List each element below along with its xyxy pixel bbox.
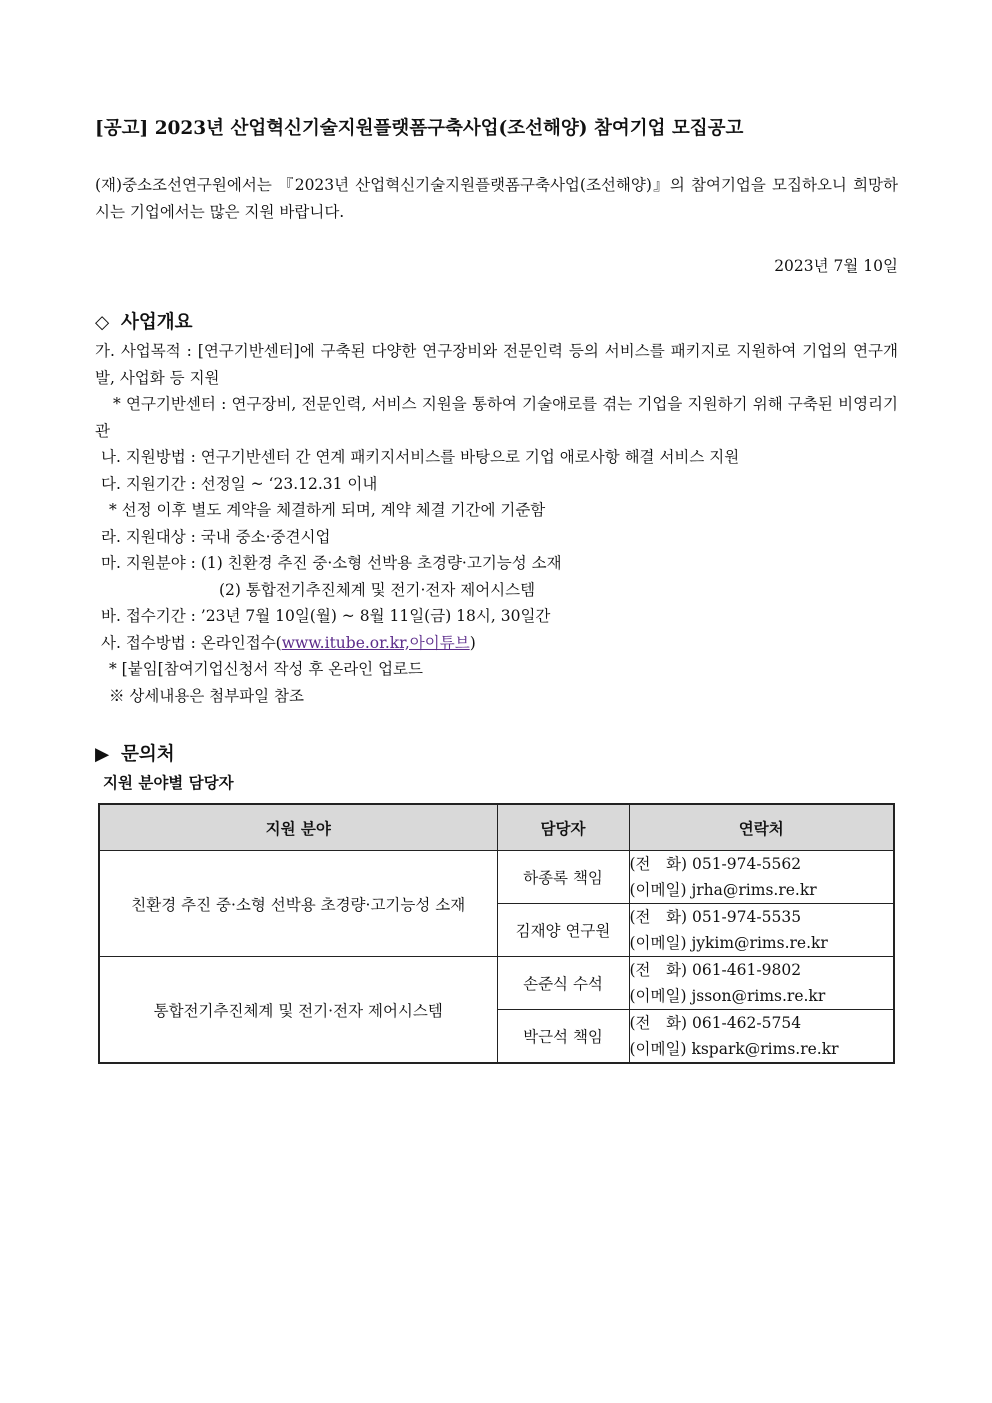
overview-period: 다. 지원기간 : 선정일 ~ ‘23.12.31 이내 — [101, 474, 378, 493]
overview-heading-text: 사업개요 — [121, 312, 193, 333]
overview-detail-note: ※ 상세내용은 첨부파일 참조 — [109, 686, 304, 705]
page-title: [공고] 2023년 산업혁신기술지원플랫폼구축사업(조선해양) 참여기업 모집공고 — [95, 118, 744, 139]
overview-receipt-method — [95, 630, 898, 657]
overview-list — [95, 338, 898, 709]
table-row — [99, 957, 894, 1010]
itube-link[interactable]: www.itube.or.kr,아이튜브 — [281, 633, 470, 652]
overview-receipt-period: 바. 접수기간 : ’23년 7월 10일(월) ~ 8월 11일(금) 18시, 30일간 — [101, 607, 551, 625]
support-field-cell: 통합전기추진체계 및 전기·전자 제어시스템 — [99, 957, 497, 1064]
contact-info-cell — [629, 904, 894, 957]
overview-field-2: (2) 통합전기추진체계 및 전기·전자 제어시스템 — [219, 580, 536, 599]
table-row — [99, 851, 894, 904]
overview-purpose-note: * 연구기반센터 : 연구장비, 전문인력, 서비스 지원을 통하여 기술애로를 겪는 기업을 지원하기 위해 구축된 비영리기관 — [95, 395, 898, 440]
overview-period-note: * 선정 이후 별도 계약을 체결하게 되며, 계약 체결 기간에 기준함 — [109, 501, 546, 519]
person-name-cell: 김재양 연구원 — [497, 904, 629, 957]
intro-paragraph: (재)중소조선연구원에서는 『2023년 산업혁신기술지원플랫폼구축사업(조선해양)』의 참여기업을 모집하오니 희망하시는 기업에서는 많은 지원 바랍니다. — [95, 176, 898, 221]
overview-method: 나. 지원방법 : 연구기반센터 간 연계 패키지서비스를 바탕으로 기업 애로사항 해결 서비스 지원 — [101, 448, 740, 466]
contact-heading-text: 문의처 — [121, 744, 175, 765]
receipt-method-suffix: ) — [469, 633, 476, 652]
overview-attach-note: * [붙임[참여기업신청서 작성 후 온라인 업로드 — [109, 660, 423, 678]
diamond-icon: ◇ — [95, 312, 110, 333]
overview-field-1: 마. 지원분야 : (1) 친환경 추진 중·소형 선박용 초경량·고기능성 소재 — [101, 554, 562, 572]
email-text: (이메일) jrha@rims.re.kr — [629, 881, 817, 899]
person-name-cell: 박근석 책임 — [497, 1010, 629, 1064]
person-name-cell: 손준식 수석 — [497, 957, 629, 1010]
column-header-contact: 연락처 — [629, 804, 894, 851]
email-text: (이메일) jykim@rims.re.kr — [629, 934, 828, 952]
phone-text: (전 화) 061-461-9802 — [629, 961, 802, 979]
table-header-row — [99, 804, 894, 851]
contact-info-cell — [629, 851, 894, 904]
contact-subheading: 지원 분야별 담당자 — [103, 773, 234, 792]
phone-text: (전 화) 051-974-5535 — [629, 908, 802, 926]
column-header-field: 지원 분야 — [99, 804, 497, 851]
contact-info-cell — [629, 1010, 894, 1064]
overview-heading — [95, 308, 192, 334]
triangle-right-icon: ▶ — [95, 744, 110, 765]
overview-purpose: 가. 사업목적 : [연구기반센터]에 구축된 다양한 연구장비와 전문인력 등의 서비스를 패키지로 지원하여 기업의 연구개발, 사업화 등 지원 — [95, 342, 898, 387]
email-text: (이메일) jsson@rims.re.kr — [629, 987, 826, 1005]
column-header-person: 담당자 — [497, 804, 629, 851]
person-name-cell: 하종록 책임 — [497, 851, 629, 904]
contact-heading — [95, 740, 175, 766]
phone-text: (전 화) 061-462-5754 — [629, 1014, 802, 1032]
contact-info-cell — [629, 957, 894, 1010]
phone-text: (전 화) 051-974-5562 — [629, 855, 802, 873]
receipt-method-prefix: 사. 접수방법 : 온라인접수( — [101, 633, 282, 652]
contact-table — [98, 803, 895, 1064]
email-text: (이메일) kspark@rims.re.kr — [629, 1040, 839, 1058]
overview-target: 라. 지원대상 : 국내 중소·중견시업 — [101, 527, 331, 546]
support-field-cell: 친환경 추진 중·소형 선박용 초경량·고기능성 소재 — [99, 851, 497, 957]
announcement-date: 2023년 7월 10일 — [774, 257, 898, 275]
